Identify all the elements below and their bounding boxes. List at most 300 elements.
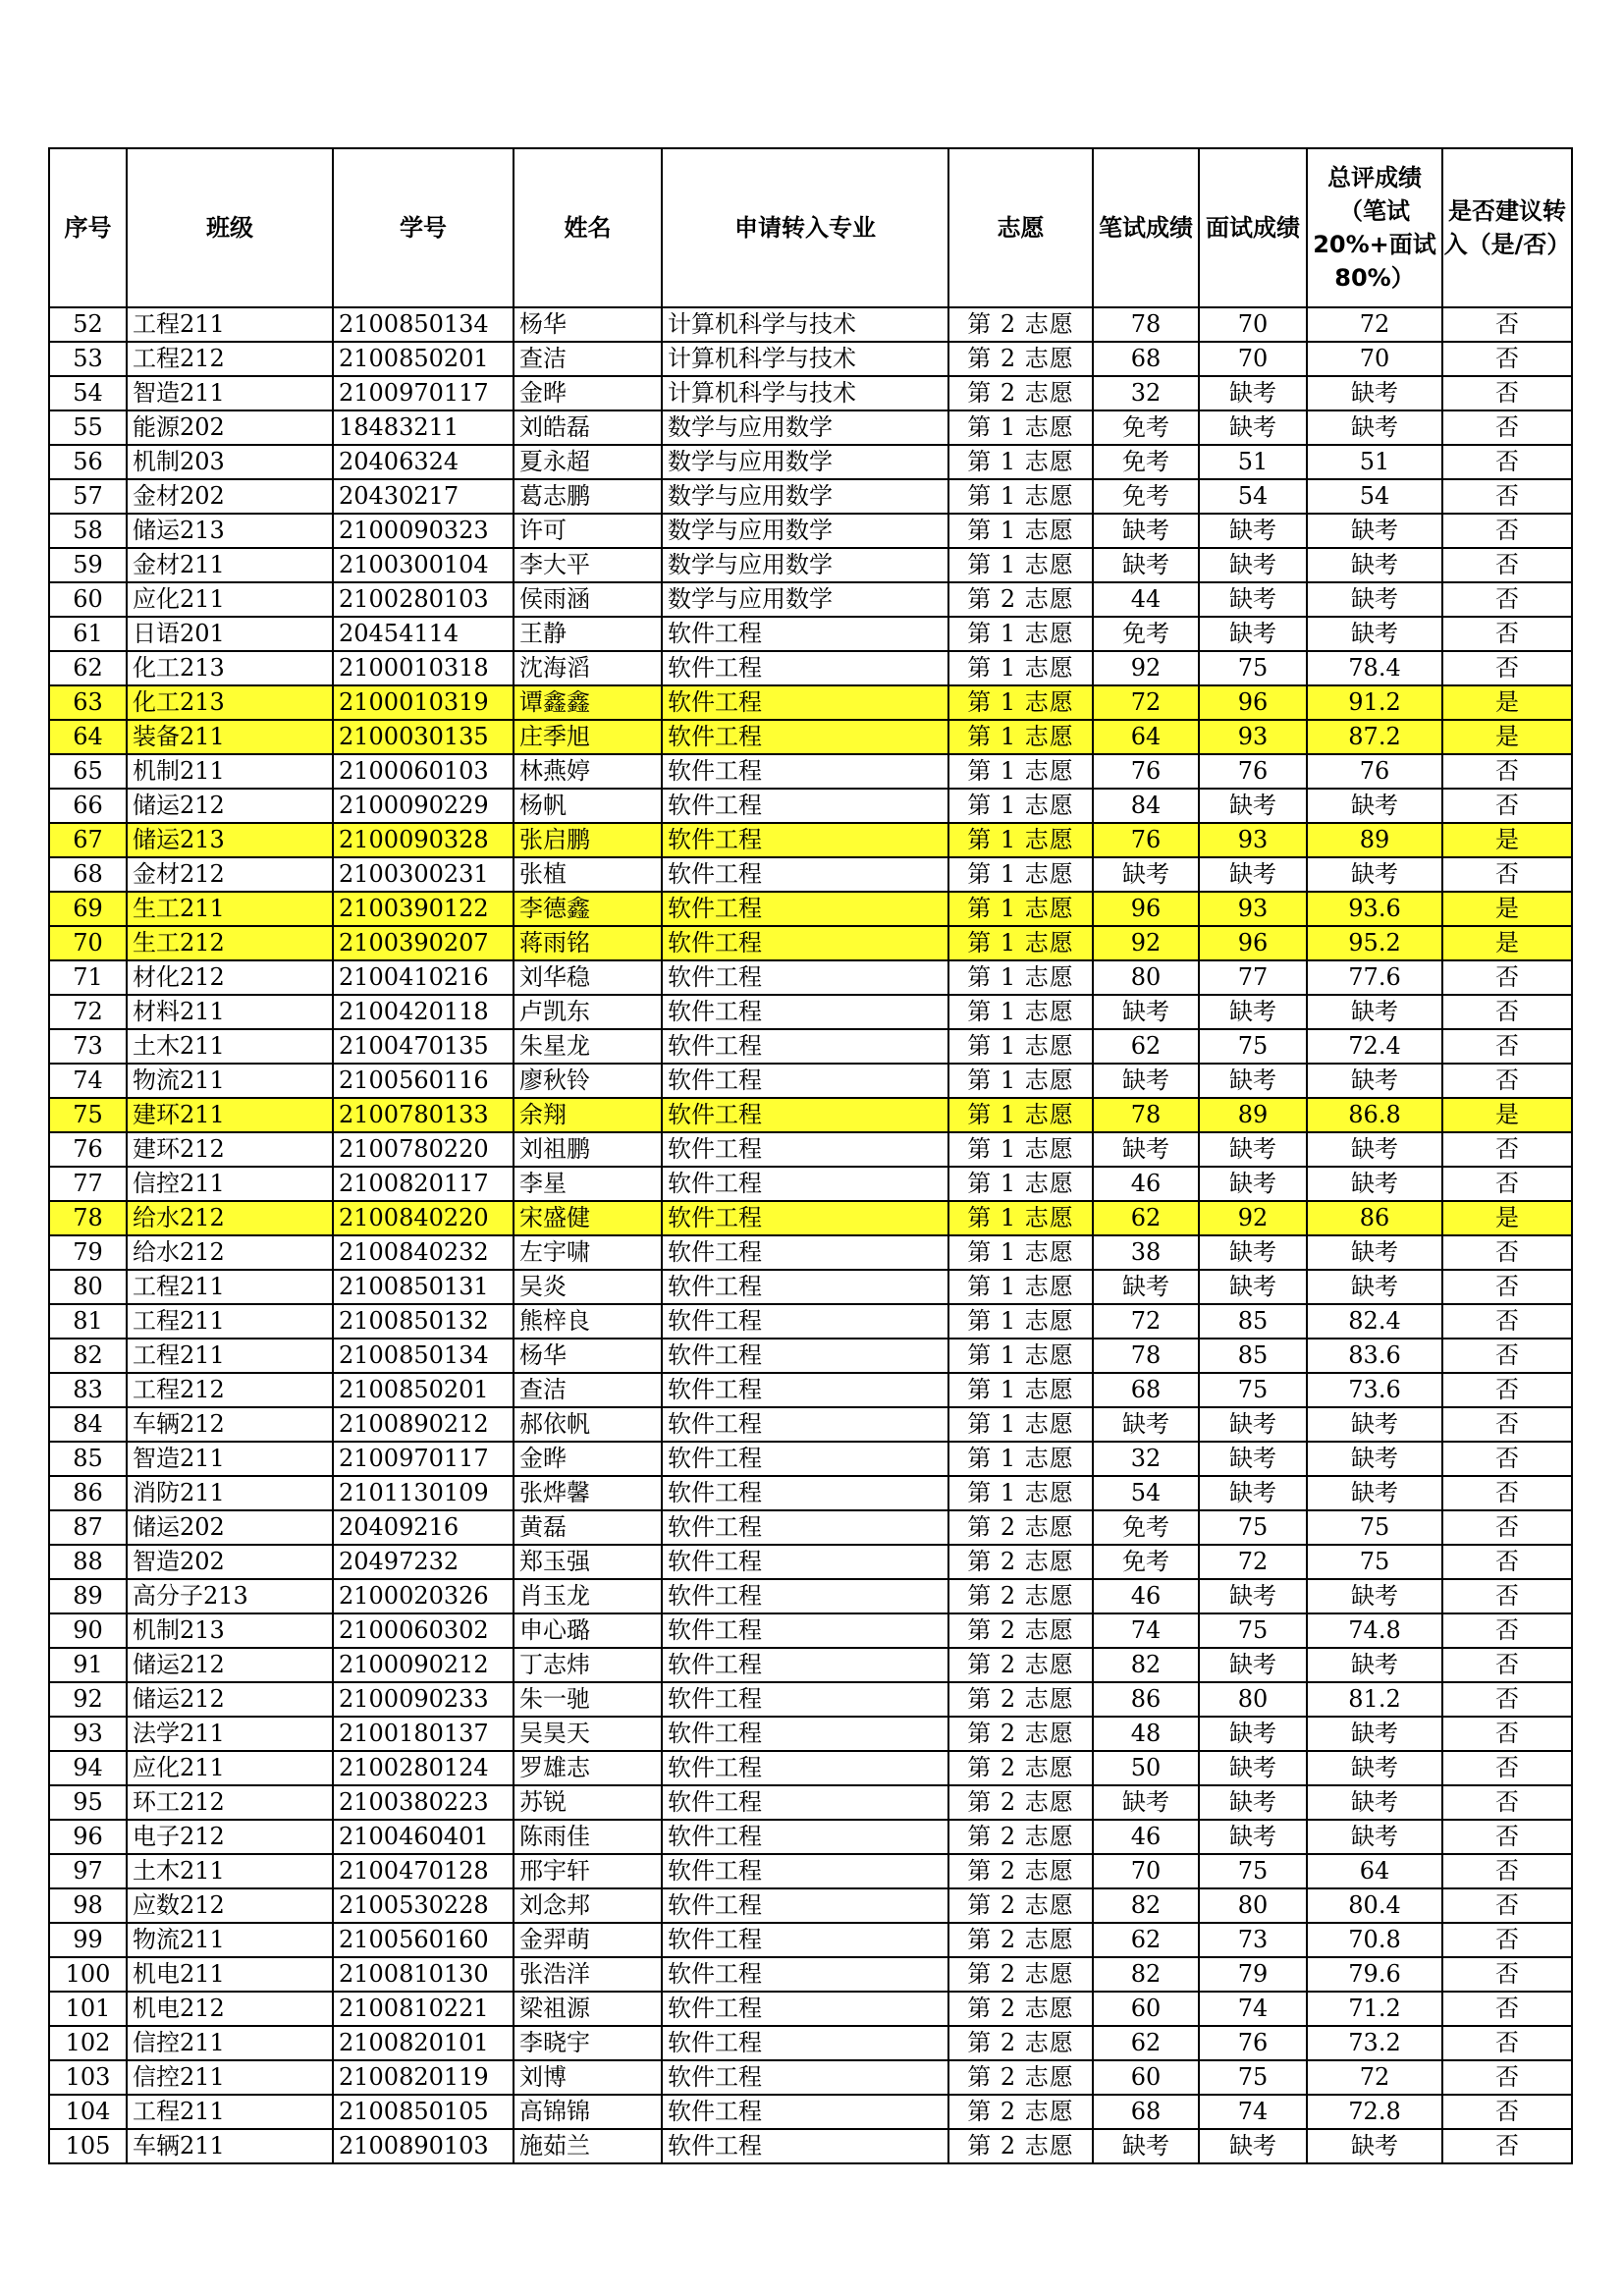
cell-choice: 第 2 志愿 bbox=[948, 1682, 1093, 1717]
cell-interview-score: 92 bbox=[1199, 1201, 1307, 1235]
cell-student-id: 2100970117 bbox=[333, 1442, 514, 1476]
cell-choice: 第 1 志愿 bbox=[948, 410, 1093, 445]
cell-major: 软件工程 bbox=[662, 617, 948, 651]
cell-major: 软件工程 bbox=[662, 2026, 948, 2060]
cell-written-score: 80 bbox=[1093, 960, 1199, 995]
table-row bbox=[49, 2060, 1572, 2095]
cell-interview-score: 缺考 bbox=[1199, 1132, 1307, 1167]
cell-interview-score: 缺考 bbox=[1199, 1235, 1307, 1270]
cell-seq: 94 bbox=[49, 1751, 127, 1785]
table-row bbox=[49, 1029, 1572, 1064]
table-row bbox=[49, 2129, 1572, 2163]
cell-name: 金羿萌 bbox=[514, 1923, 662, 1957]
cell-student-id: 2100060103 bbox=[333, 754, 514, 789]
cell-written-score: 62 bbox=[1093, 2026, 1199, 2060]
cell-interview-score: 96 bbox=[1199, 926, 1307, 960]
cell-major: 数学与应用数学 bbox=[662, 445, 948, 479]
cell-student-id: 2100850201 bbox=[333, 342, 514, 376]
cell-total-score: 80.4 bbox=[1307, 1888, 1442, 1923]
cell-total-score: 缺考 bbox=[1307, 617, 1442, 651]
cell-written-score: 免考 bbox=[1093, 1510, 1199, 1545]
cell-class: 工程211 bbox=[127, 307, 333, 342]
cell-recommendation: 否 bbox=[1442, 1064, 1572, 1098]
cell-interview-score: 51 bbox=[1199, 445, 1307, 479]
cell-class: 生工212 bbox=[127, 926, 333, 960]
cell-total-score: 86.8 bbox=[1307, 1098, 1442, 1132]
cell-seq: 64 bbox=[49, 720, 127, 754]
cell-recommendation: 否 bbox=[1442, 548, 1572, 582]
cell-choice: 第 1 志愿 bbox=[948, 1064, 1093, 1098]
cell-interview-score: 75 bbox=[1199, 2060, 1307, 2095]
cell-choice: 第 1 志愿 bbox=[948, 1132, 1093, 1167]
cell-interview-score: 缺考 bbox=[1199, 514, 1307, 548]
cell-name: 申心璐 bbox=[514, 1613, 662, 1648]
table-row bbox=[49, 1717, 1572, 1751]
cell-name: 庄季旭 bbox=[514, 720, 662, 754]
cell-recommendation: 否 bbox=[1442, 1167, 1572, 1201]
cell-interview-score: 93 bbox=[1199, 720, 1307, 754]
cell-choice: 第 1 志愿 bbox=[948, 1442, 1093, 1476]
cell-choice: 第 1 志愿 bbox=[948, 1407, 1093, 1442]
cell-name: 查洁 bbox=[514, 342, 662, 376]
cell-name: 沈海滔 bbox=[514, 651, 662, 685]
cell-choice: 第 1 志愿 bbox=[948, 1373, 1093, 1407]
cell-recommendation: 否 bbox=[1442, 1923, 1572, 1957]
cell-interview-score: 缺考 bbox=[1199, 1648, 1307, 1682]
cell-choice: 第 2 志愿 bbox=[948, 1717, 1093, 1751]
cell-name: 蒋雨铭 bbox=[514, 926, 662, 960]
cell-interview-score: 缺考 bbox=[1199, 1579, 1307, 1613]
cell-name: 金晔 bbox=[514, 376, 662, 410]
cell-name: 吴炎 bbox=[514, 1270, 662, 1304]
cell-seq: 58 bbox=[49, 514, 127, 548]
cell-written-score: 38 bbox=[1093, 1235, 1199, 1270]
cell-name: 宋盛健 bbox=[514, 1201, 662, 1235]
cell-name: 施茹兰 bbox=[514, 2129, 662, 2163]
cell-choice: 第 1 志愿 bbox=[948, 789, 1093, 823]
cell-name: 余翔 bbox=[514, 1098, 662, 1132]
cell-total-score: 95.2 bbox=[1307, 926, 1442, 960]
cell-major: 软件工程 bbox=[662, 1545, 948, 1579]
cell-total-score: 78.4 bbox=[1307, 651, 1442, 685]
cell-major: 软件工程 bbox=[662, 1648, 948, 1682]
cell-seq: 87 bbox=[49, 1510, 127, 1545]
cell-total-score: 缺考 bbox=[1307, 582, 1442, 617]
cell-interview-score: 缺考 bbox=[1199, 582, 1307, 617]
cell-student-id: 20454114 bbox=[333, 617, 514, 651]
cell-total-score: 70 bbox=[1307, 342, 1442, 376]
cell-class: 化工213 bbox=[127, 685, 333, 720]
cell-written-score: 缺考 bbox=[1093, 2129, 1199, 2163]
cell-name: 林燕婷 bbox=[514, 754, 662, 789]
cell-name: 李晓宇 bbox=[514, 2026, 662, 2060]
cell-name: 侯雨涵 bbox=[514, 582, 662, 617]
cell-recommendation: 是 bbox=[1442, 685, 1572, 720]
cell-interview-score: 85 bbox=[1199, 1339, 1307, 1373]
cell-seq: 97 bbox=[49, 1854, 127, 1888]
cell-seq: 96 bbox=[49, 1820, 127, 1854]
cell-interview-score: 76 bbox=[1199, 2026, 1307, 2060]
table-row bbox=[49, 1992, 1572, 2026]
cell-choice: 第 2 志愿 bbox=[948, 1579, 1093, 1613]
cell-student-id: 2100390207 bbox=[333, 926, 514, 960]
cell-recommendation: 否 bbox=[1442, 1476, 1572, 1510]
cell-recommendation: 否 bbox=[1442, 1785, 1572, 1820]
cell-major: 软件工程 bbox=[662, 1717, 948, 1751]
cell-seq: 105 bbox=[49, 2129, 127, 2163]
cell-class: 高分子213 bbox=[127, 1579, 333, 1613]
cell-choice: 第 1 志愿 bbox=[948, 926, 1093, 960]
cell-major: 软件工程 bbox=[662, 1992, 948, 2026]
cell-major: 软件工程 bbox=[662, 1339, 948, 1373]
cell-student-id: 2100560160 bbox=[333, 1923, 514, 1957]
cell-student-id: 20409216 bbox=[333, 1510, 514, 1545]
cell-choice: 第 1 志愿 bbox=[948, 960, 1093, 995]
table-row bbox=[49, 1235, 1572, 1270]
cell-choice: 第 2 志愿 bbox=[948, 376, 1093, 410]
cell-seq: 67 bbox=[49, 823, 127, 857]
cell-written-score: 缺考 bbox=[1093, 995, 1199, 1029]
cell-student-id: 2100850201 bbox=[333, 1373, 514, 1407]
cell-student-id: 2100530228 bbox=[333, 1888, 514, 1923]
cell-name: 刘念邦 bbox=[514, 1888, 662, 1923]
cell-total-score: 缺考 bbox=[1307, 1235, 1442, 1270]
cell-seq: 90 bbox=[49, 1613, 127, 1648]
cell-written-score: 缺考 bbox=[1093, 857, 1199, 892]
cell-recommendation: 否 bbox=[1442, 1992, 1572, 2026]
cell-choice: 第 1 志愿 bbox=[948, 685, 1093, 720]
cell-class: 材化212 bbox=[127, 960, 333, 995]
cell-choice: 第 2 志愿 bbox=[948, 307, 1093, 342]
cell-interview-score: 缺考 bbox=[1199, 617, 1307, 651]
cell-major: 软件工程 bbox=[662, 720, 948, 754]
cell-choice: 第 2 志愿 bbox=[948, 1992, 1093, 2026]
cell-total-score: 77.6 bbox=[1307, 960, 1442, 995]
table-row bbox=[49, 445, 1572, 479]
cell-recommendation: 否 bbox=[1442, 1613, 1572, 1648]
cell-recommendation: 否 bbox=[1442, 651, 1572, 685]
cell-interview-score: 缺考 bbox=[1199, 1270, 1307, 1304]
cell-recommendation: 否 bbox=[1442, 995, 1572, 1029]
cell-student-id: 18483211 bbox=[333, 410, 514, 445]
cell-written-score: 78 bbox=[1093, 307, 1199, 342]
cell-interview-score: 85 bbox=[1199, 1304, 1307, 1339]
cell-recommendation: 否 bbox=[1442, 1854, 1572, 1888]
table-row bbox=[49, 1957, 1572, 1992]
cell-name: 郑玉强 bbox=[514, 1545, 662, 1579]
cell-written-score: 92 bbox=[1093, 926, 1199, 960]
cell-class: 工程211 bbox=[127, 1304, 333, 1339]
cell-student-id: 2101130109 bbox=[333, 1476, 514, 1510]
header-recommendation: 是否建议转入（是/否） bbox=[1442, 148, 1572, 307]
cell-class: 金材202 bbox=[127, 479, 333, 514]
cell-written-score: 72 bbox=[1093, 1304, 1199, 1339]
cell-written-score: 免考 bbox=[1093, 479, 1199, 514]
cell-name: 夏永超 bbox=[514, 445, 662, 479]
cell-name: 葛志鹏 bbox=[514, 479, 662, 514]
table-row bbox=[49, 342, 1572, 376]
cell-class: 车辆212 bbox=[127, 1407, 333, 1442]
cell-interview-score: 缺考 bbox=[1199, 410, 1307, 445]
header-choice: 志愿 bbox=[948, 148, 1093, 307]
table-row bbox=[49, 410, 1572, 445]
cell-written-score: 72 bbox=[1093, 685, 1199, 720]
cell-interview-score: 79 bbox=[1199, 1957, 1307, 1992]
cell-seq: 69 bbox=[49, 892, 127, 926]
cell-student-id: 2100390122 bbox=[333, 892, 514, 926]
cell-major: 软件工程 bbox=[662, 1167, 948, 1201]
cell-major: 软件工程 bbox=[662, 1682, 948, 1717]
cell-seq: 103 bbox=[49, 2060, 127, 2095]
cell-written-score: 62 bbox=[1093, 1201, 1199, 1235]
cell-interview-score: 缺考 bbox=[1199, 1476, 1307, 1510]
cell-major: 软件工程 bbox=[662, 995, 948, 1029]
cell-interview-score: 75 bbox=[1199, 1510, 1307, 1545]
header-name: 姓名 bbox=[514, 148, 662, 307]
cell-class: 信控211 bbox=[127, 1167, 333, 1201]
cell-class: 土木211 bbox=[127, 1029, 333, 1064]
cell-total-score: 72 bbox=[1307, 307, 1442, 342]
cell-total-score: 76 bbox=[1307, 754, 1442, 789]
cell-recommendation: 否 bbox=[1442, 1510, 1572, 1545]
table-row bbox=[49, 1339, 1572, 1373]
table-row bbox=[49, 1442, 1572, 1476]
cell-choice: 第 2 志愿 bbox=[948, 2060, 1093, 2095]
cell-name: 左宇啸 bbox=[514, 1235, 662, 1270]
cell-name: 卢凯东 bbox=[514, 995, 662, 1029]
cell-choice: 第 2 志愿 bbox=[948, 1888, 1093, 1923]
cell-student-id: 2100180137 bbox=[333, 1717, 514, 1751]
cell-class: 环工212 bbox=[127, 1785, 333, 1820]
cell-choice: 第 1 志愿 bbox=[948, 823, 1093, 857]
cell-total-score: 缺考 bbox=[1307, 376, 1442, 410]
cell-major: 软件工程 bbox=[662, 823, 948, 857]
header-row bbox=[49, 148, 1572, 307]
cell-recommendation: 是 bbox=[1442, 926, 1572, 960]
cell-class: 信控211 bbox=[127, 2060, 333, 2095]
cell-recommendation: 否 bbox=[1442, 2060, 1572, 2095]
cell-total-score: 79.6 bbox=[1307, 1957, 1442, 1992]
table-row bbox=[49, 789, 1572, 823]
cell-major: 软件工程 bbox=[662, 1923, 948, 1957]
cell-total-score: 缺考 bbox=[1307, 2129, 1442, 2163]
cell-choice: 第 2 志愿 bbox=[948, 1957, 1093, 1992]
cell-interview-score: 缺考 bbox=[1199, 1064, 1307, 1098]
cell-written-score: 74 bbox=[1093, 1613, 1199, 1648]
cell-total-score: 缺考 bbox=[1307, 514, 1442, 548]
cell-class: 生工211 bbox=[127, 892, 333, 926]
table-row bbox=[49, 1579, 1572, 1613]
cell-written-score: 缺考 bbox=[1093, 514, 1199, 548]
cell-total-score: 75 bbox=[1307, 1510, 1442, 1545]
cell-student-id: 2100030135 bbox=[333, 720, 514, 754]
cell-recommendation: 否 bbox=[1442, 1442, 1572, 1476]
cell-written-score: 46 bbox=[1093, 1579, 1199, 1613]
cell-written-score: 76 bbox=[1093, 754, 1199, 789]
cell-choice: 第 1 志愿 bbox=[948, 1235, 1093, 1270]
cell-name: 陈雨佳 bbox=[514, 1820, 662, 1854]
cell-total-score: 83.6 bbox=[1307, 1339, 1442, 1373]
cell-interview-score: 75 bbox=[1199, 651, 1307, 685]
cell-student-id: 2100090229 bbox=[333, 789, 514, 823]
cell-choice: 第 2 志愿 bbox=[948, 582, 1093, 617]
cell-major: 软件工程 bbox=[662, 892, 948, 926]
cell-name: 黄磊 bbox=[514, 1510, 662, 1545]
table-row bbox=[49, 548, 1572, 582]
table-row bbox=[49, 892, 1572, 926]
cell-student-id: 20497232 bbox=[333, 1545, 514, 1579]
header-major: 申请转入专业 bbox=[662, 148, 948, 307]
cell-written-score: 缺考 bbox=[1093, 1785, 1199, 1820]
cell-student-id: 2100090233 bbox=[333, 1682, 514, 1717]
cell-name: 杨华 bbox=[514, 307, 662, 342]
cell-total-score: 87.2 bbox=[1307, 720, 1442, 754]
cell-interview-score: 93 bbox=[1199, 892, 1307, 926]
cell-seq: 66 bbox=[49, 789, 127, 823]
cell-interview-score: 缺考 bbox=[1199, 857, 1307, 892]
cell-name: 张启鹏 bbox=[514, 823, 662, 857]
cell-total-score: 缺考 bbox=[1307, 1064, 1442, 1098]
table-row bbox=[49, 1407, 1572, 1442]
cell-seq: 95 bbox=[49, 1785, 127, 1820]
cell-total-score: 缺考 bbox=[1307, 1751, 1442, 1785]
cell-major: 软件工程 bbox=[662, 2095, 948, 2129]
cell-seq: 100 bbox=[49, 1957, 127, 1992]
cell-major: 软件工程 bbox=[662, 1957, 948, 1992]
cell-class: 化工213 bbox=[127, 651, 333, 685]
cell-written-score: 62 bbox=[1093, 1923, 1199, 1957]
cell-choice: 第 2 志愿 bbox=[948, 1648, 1093, 1682]
cell-total-score: 缺考 bbox=[1307, 410, 1442, 445]
cell-seq: 52 bbox=[49, 307, 127, 342]
cell-class: 金材212 bbox=[127, 857, 333, 892]
cell-total-score: 缺考 bbox=[1307, 1442, 1442, 1476]
cell-recommendation: 否 bbox=[1442, 617, 1572, 651]
cell-major: 软件工程 bbox=[662, 1132, 948, 1167]
cell-student-id: 2100300104 bbox=[333, 548, 514, 582]
cell-recommendation: 是 bbox=[1442, 823, 1572, 857]
cell-class: 车辆211 bbox=[127, 2129, 333, 2163]
table-row bbox=[49, 1854, 1572, 1888]
cell-major: 软件工程 bbox=[662, 754, 948, 789]
table-row bbox=[49, 479, 1572, 514]
table-row bbox=[49, 960, 1572, 995]
cell-class: 日语201 bbox=[127, 617, 333, 651]
cell-interview-score: 缺考 bbox=[1199, 1442, 1307, 1476]
cell-major: 软件工程 bbox=[662, 1098, 948, 1132]
table-row bbox=[49, 1648, 1572, 1682]
header-written-score: 笔试成绩 bbox=[1093, 148, 1199, 307]
cell-seq: 78 bbox=[49, 1201, 127, 1235]
cell-student-id: 2100850132 bbox=[333, 1304, 514, 1339]
cell-written-score: 60 bbox=[1093, 2060, 1199, 2095]
cell-student-id: 2100850134 bbox=[333, 307, 514, 342]
cell-class: 机制211 bbox=[127, 754, 333, 789]
cell-written-score: 46 bbox=[1093, 1167, 1199, 1201]
cell-choice: 第 1 志愿 bbox=[948, 720, 1093, 754]
cell-total-score: 54 bbox=[1307, 479, 1442, 514]
cell-interview-score: 缺考 bbox=[1199, 789, 1307, 823]
cell-recommendation: 否 bbox=[1442, 1339, 1572, 1373]
cell-seq: 81 bbox=[49, 1304, 127, 1339]
table-row bbox=[49, 857, 1572, 892]
table-row bbox=[49, 651, 1572, 685]
cell-choice: 第 1 志愿 bbox=[948, 857, 1093, 892]
cell-major: 软件工程 bbox=[662, 1820, 948, 1854]
cell-written-score: 60 bbox=[1093, 1992, 1199, 2026]
cell-major: 软件工程 bbox=[662, 1785, 948, 1820]
cell-written-score: 84 bbox=[1093, 789, 1199, 823]
cell-recommendation: 否 bbox=[1442, 376, 1572, 410]
cell-major: 数学与应用数学 bbox=[662, 514, 948, 548]
cell-student-id: 2100280103 bbox=[333, 582, 514, 617]
cell-class: 建环211 bbox=[127, 1098, 333, 1132]
cell-recommendation: 否 bbox=[1442, 445, 1572, 479]
cell-class: 金材211 bbox=[127, 548, 333, 582]
cell-major: 计算机科学与技术 bbox=[662, 342, 948, 376]
cell-recommendation: 否 bbox=[1442, 307, 1572, 342]
cell-name: 李德鑫 bbox=[514, 892, 662, 926]
cell-name: 丁志炜 bbox=[514, 1648, 662, 1682]
cell-name: 杨帆 bbox=[514, 789, 662, 823]
cell-class: 信控211 bbox=[127, 2026, 333, 2060]
cell-recommendation: 否 bbox=[1442, 1235, 1572, 1270]
cell-seq: 76 bbox=[49, 1132, 127, 1167]
cell-seq: 53 bbox=[49, 342, 127, 376]
cell-choice: 第 2 志愿 bbox=[948, 1751, 1093, 1785]
cell-recommendation: 否 bbox=[1442, 2129, 1572, 2163]
cell-seq: 101 bbox=[49, 1992, 127, 2026]
cell-seq: 88 bbox=[49, 1545, 127, 1579]
cell-interview-score: 缺考 bbox=[1199, 376, 1307, 410]
cell-class: 机制213 bbox=[127, 1613, 333, 1648]
cell-major: 计算机科学与技术 bbox=[662, 307, 948, 342]
cell-major: 软件工程 bbox=[662, 1888, 948, 1923]
cell-major: 软件工程 bbox=[662, 1579, 948, 1613]
cell-choice: 第 1 志愿 bbox=[948, 479, 1093, 514]
cell-major: 软件工程 bbox=[662, 1064, 948, 1098]
cell-major: 软件工程 bbox=[662, 2129, 948, 2163]
cell-written-score: 82 bbox=[1093, 1888, 1199, 1923]
cell-name: 金晔 bbox=[514, 1442, 662, 1476]
table-header bbox=[49, 148, 1572, 307]
cell-interview-score: 75 bbox=[1199, 1854, 1307, 1888]
cell-class: 储运212 bbox=[127, 789, 333, 823]
cell-recommendation: 否 bbox=[1442, 2095, 1572, 2129]
cell-choice: 第 1 志愿 bbox=[948, 1098, 1093, 1132]
cell-major: 软件工程 bbox=[662, 1304, 948, 1339]
cell-total-score: 缺考 bbox=[1307, 1648, 1442, 1682]
cell-recommendation: 是 bbox=[1442, 720, 1572, 754]
cell-seq: 62 bbox=[49, 651, 127, 685]
cell-class: 给水212 bbox=[127, 1201, 333, 1235]
header-class: 班级 bbox=[127, 148, 333, 307]
cell-major: 软件工程 bbox=[662, 926, 948, 960]
cell-seq: 99 bbox=[49, 1923, 127, 1957]
cell-written-score: 32 bbox=[1093, 376, 1199, 410]
cell-class: 智造211 bbox=[127, 376, 333, 410]
cell-major: 软件工程 bbox=[662, 1613, 948, 1648]
cell-interview-score: 缺考 bbox=[1199, 2129, 1307, 2163]
cell-seq: 56 bbox=[49, 445, 127, 479]
cell-major: 数学与应用数学 bbox=[662, 582, 948, 617]
cell-written-score: 48 bbox=[1093, 1717, 1199, 1751]
cell-total-score: 82.4 bbox=[1307, 1304, 1442, 1339]
table-row bbox=[49, 1510, 1572, 1545]
cell-student-id: 2100820101 bbox=[333, 2026, 514, 2060]
cell-name: 郝依帆 bbox=[514, 1407, 662, 1442]
cell-seq: 79 bbox=[49, 1235, 127, 1270]
